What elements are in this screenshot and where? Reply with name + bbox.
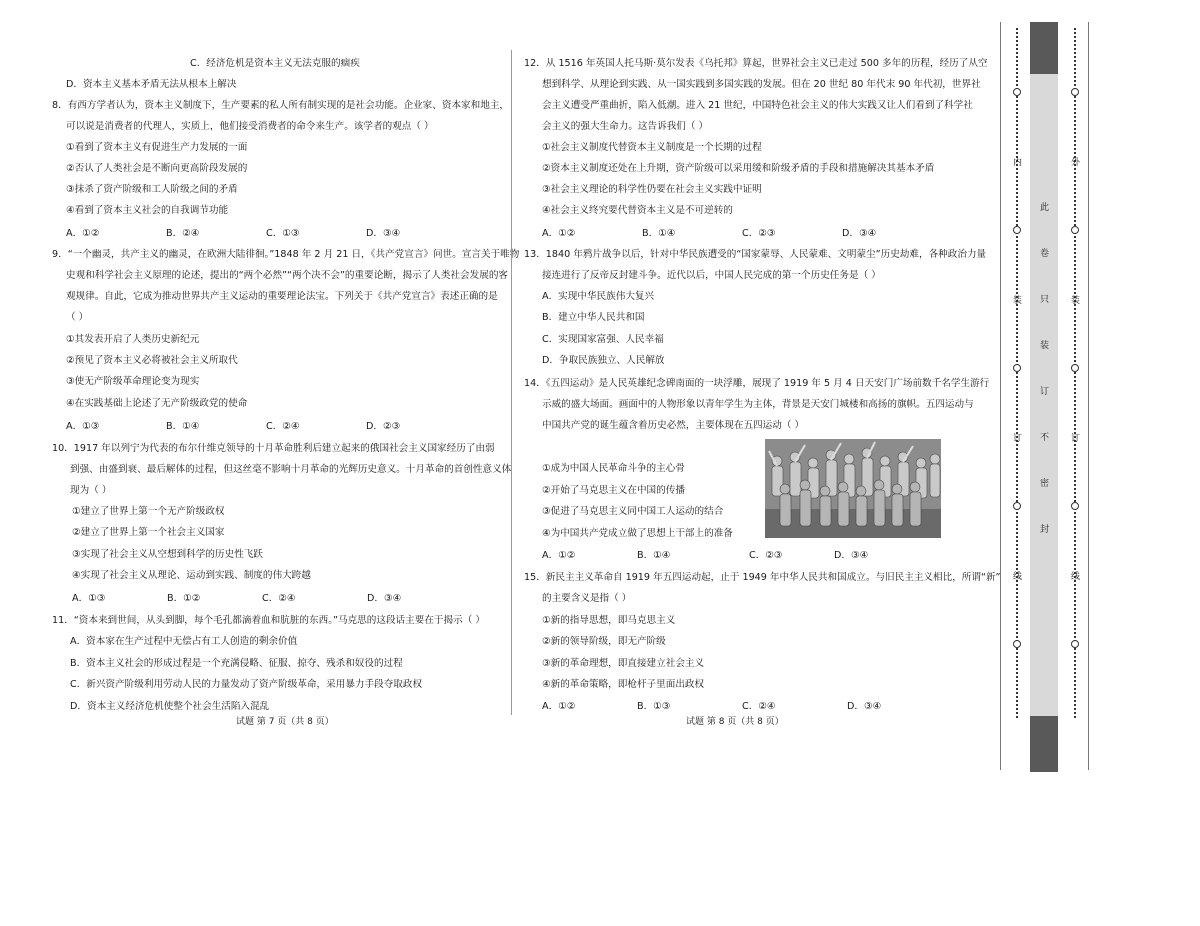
relief-figures-drawing [765,439,941,538]
q14-options [542,549,868,563]
q12-option-b: B．①④ [642,228,676,239]
q13-option-c: C．实现国家富强、人民幸福 [542,334,664,345]
q10-option-d: D．③④ [367,593,402,604]
q9-item-3: ③使无产阶级革命理论变为现实 [66,376,200,387]
q13-option-a: A．实现中华民族伟大复兴 [542,291,655,302]
right-page-footer: 试题 第 8 页（共 8 页） [686,717,784,727]
q10-item-1: ①建立了世界上第一个无产阶级政权 [72,506,225,517]
band-top-dark-block [1030,22,1058,74]
outer-label-wai: 外 [1071,158,1081,168]
q11-option-a: A．资本家在生产过程中无偿占有工人创造的剩余价值 [70,636,298,647]
binding-circle [1013,364,1021,372]
q7-option-d: D．资本主义基本矛盾无法从根本上解决 [66,79,237,90]
q9-item-1: ①其发表开启了人类历史新纪元 [66,334,200,345]
q10-stem-line-2: 到强、由盛到衰、最后解体的过程，但这丝毫不影响十月革命的光辉历史意义。十月革命的首创性意义体 [70,464,512,475]
q8-item-1: ①看到了资本主义有促进生产力发展的一面 [66,142,248,153]
q15-item-2: ②新的领导阶级，即无产阶级 [542,636,666,647]
q14-stem-line-3: 中国共产党的诞生蕴含着历史必然，主要体现在五四运动（ ） [542,420,805,431]
binding-circle [1071,640,1079,648]
q8-option-d: D．③④ [366,228,401,239]
q10-options [72,592,401,606]
q11-stem: 11．“资本来到世间，从头到脚，每个毛孔都滴着血和肮脏的东西。”马克思的这段话主要在于揭示（ ） [52,615,485,626]
q12-item-4: ④社会主义终究要代替资本主义是不可逆转的 [542,205,733,216]
q8-options [66,227,400,241]
left-page-footer: 试题 第 7 页（共 8 页） [236,717,334,727]
band-char-3: 只 [1040,295,1050,305]
q9-option-c: C．②④ [266,421,300,432]
band-char-4: 装 [1040,341,1050,351]
q12-stem-line-1: 12．从 1516 年英国人托马斯·莫尔发表《乌托邦》算起，世界社会主义已走过 500 多年的历程，经历了从空 [524,58,988,69]
band-char-5: 订 [1040,387,1050,397]
q12-option-c: C．②③ [742,228,776,239]
q13-option-b: B．建立中华人民共和国 [542,312,645,323]
band-char-8: 封 [1040,525,1050,535]
q15-stem-line-2: 的主要含义是指（ ） [542,593,632,604]
q15-option-d: D．③④ [847,701,882,712]
binding-circle [1013,88,1021,96]
q15-stem-line-1: 15．新民主主义革命自 1919 年五四运动起，止于 1949 年中华人民共和国成立。与旧民主主义相比，所谓“新” [524,572,1001,583]
q8-option-b: B．②④ [166,228,200,239]
q12-stem-line-4: 会主义的强大生命力。这告诉我们（ ） [542,121,709,132]
inner-label-xian: 线 [1013,572,1023,582]
q10-item-3: ③实现了社会主义从空想到科学的历史性飞跃 [72,549,263,560]
band-char-1: 此 [1040,203,1050,213]
q15-item-1: ①新的指导思想，即马克思主义 [542,615,676,626]
q9-item-4: ④在实践基础上论述了无产阶级政党的使命 [66,398,248,409]
q14-option-c: C．②③ [749,550,783,561]
inner-label-ding: 订 [1013,434,1023,444]
q15-option-c: C．②④ [742,701,776,712]
q8-stem-line-2: 可以说是消费者的代理人，实质上，他们接受消费者的命令来生产。该学者的观点（ ） [66,121,434,132]
inner-dotted-cut-line [1016,28,1018,718]
q11-option-b: B．资本主义社会的形成过程是一个充满侵略、征服、掠夺、残杀和奴役的过程 [70,658,403,669]
q10-option-a: A．①③ [72,593,106,604]
outer-label-zhuang: 装 [1071,296,1081,306]
binding-circle [1071,226,1079,234]
q9-stem-line-3: 观规律。自此，它成为推动世界共产主义运动的重要理论法宝。下列关于《共产党宣言》表述正确的是 [66,291,498,302]
column-divider [511,50,512,715]
q10-stem-line-1: 10．1917 年以列宁为代表的布尔什维克领导的十月革命胜利后建立起来的俄国社会主义国家经历了由弱 [52,443,495,454]
q12-stem-line-3: 会主义遭受严重曲折，陷入低潮。进入 21 世纪，中国特色社会主义的伟大实践又让人们看到了科学社 [542,100,973,111]
binding-circle [1071,88,1079,96]
q11-option-d: D．资本主义经济危机使整个社会生活陷入混乱 [70,701,270,712]
q8-stem-line-1: 8．有西方学者认为，资本主义制度下，生产要素的私人所有制实现的是社会功能。企业家、资本家和地主， [52,100,510,111]
binding-gray-band [1030,22,1058,772]
q12-stem-line-2: 想到科学、从理论到实践、从一国实践到多国实践的发展。但在 20 世纪 80 年代末 90 年代初，世界社 [542,79,981,90]
band-char-6: 不 [1040,433,1050,443]
q14-option-a: A．①② [542,550,576,561]
q14-stem-line-1: 14．《五四运动》是人民英雄纪念碑南面的一块浮雕，展现了 1919 年 5 月 4 日天安门广场前数千名学生游行 [524,378,990,389]
q14-item-2: ②开始了马克思主义在中国的传播 [542,485,685,496]
binding-circle [1013,226,1021,234]
q8-option-a: A．①② [66,228,100,239]
q15-item-3: ③新的革命理想，即直接建立社会主义 [542,658,705,669]
q15-option-a: A．①② [542,701,576,712]
q9-stem-line-1: 9．“一个幽灵，共产主义的幽灵，在欧洲大陆徘徊。”1848 年 2 月 21 日，《共产党宣言》问世。宣言关于唯物 [52,249,520,260]
q14-item-1: ①成为中国人民革命斗争的主心骨 [542,463,685,474]
q9-options [66,420,400,434]
outer-label-xian: 线 [1071,572,1081,582]
q12-item-1: ①社会主义制度代替资本主义制度是一个长期的过程 [542,142,762,153]
q8-item-4: ④看到了资本主义社会的自我调节功能 [66,205,229,216]
inner-label-zhuang: 装 [1013,296,1023,306]
q8-item-3: ③抹杀了资产阶级和工人阶级之间的矛盾 [66,184,238,195]
binding-border-right [1088,22,1089,770]
binding-border-left [1000,22,1001,770]
q15-item-4: ④新的革命策略，即枪杆子里面出政权 [542,679,705,690]
q9-option-d: D．②③ [366,421,401,432]
q8-option-c: C．①③ [266,228,300,239]
q14-option-d: D．③④ [834,550,869,561]
q9-item-2: ②预见了资本主义必将被社会主义所取代 [66,355,238,366]
q13-option-d: D．争取民族独立、人民解放 [542,355,665,366]
q13-stem-line-2: 接连进行了反帝反封建斗争。近代以后，中国人民完成的第一个历史任务是（ ） [542,270,881,281]
q9-option-a: A．①③ [66,421,100,432]
q14-item-3: ③促进了马克思主义同中国工人运动的结合 [542,506,724,517]
outer-dotted-cut-line [1074,28,1076,718]
q12-item-2: ②资本主义制度还处在上升期，资产阶级可以采用缓和阶级矛盾的手段和措施解决其基本矛盾 [542,163,935,174]
q14-option-b: B．①④ [637,550,671,561]
q8-item-2: ②否认了人类社会是不断向更高阶段发展的 [66,163,248,174]
q15-options [542,700,881,714]
band-bottom-dark-block [1030,716,1058,772]
may-fourth-relief-image [765,439,941,538]
q7-option-c: C．经济危机是资本主义无法克服的痼疾 [190,58,360,69]
q12-option-a: A．①② [542,228,576,239]
q11-option-c: C．新兴资产阶级利用劳动人民的力量发动了资产阶级革命，采用暴力手段夺取政权 [70,679,423,690]
q10-item-2: ②建立了世界上第一个社会主义国家 [72,527,225,538]
q12-options [542,227,876,241]
q10-stem-line-3: 现为（ ） [70,485,112,496]
q12-item-3: ③社会主义理论的科学性仍要在社会主义实践中证明 [542,184,762,195]
q14-stem-line-2: 示威的盛大场面。画面中的人物形象以青年学生为主体，背景是天安门城楼和高扬的旗帜。五四运动与 [542,399,974,410]
binding-circle [1071,364,1079,372]
q15-option-b: B．①③ [637,701,671,712]
q13-stem-line-1: 13．1840 年鸦片战争以后，针对中华民族遭受的“国家蒙辱、人民蒙难、文明蒙尘”历史劫难，各种政治力量 [524,249,987,260]
binding-circle [1013,640,1021,648]
outer-label-ding: 订 [1071,434,1081,444]
q14-item-4: ④为中国共产党成立做了思想上干部上的准备 [542,528,733,539]
q10-option-b: B．①② [167,593,201,604]
q9-option-b: B．①④ [166,421,200,432]
q10-option-c: C．②④ [262,593,296,604]
binding-circle [1013,502,1021,510]
band-char-2: 卷 [1040,249,1050,259]
band-char-7: 密 [1040,479,1050,489]
binding-circle [1071,502,1079,510]
q9-stem-line-4: （ ） [66,312,89,323]
q9-stem-line-2: 史观和科学社会主义原理的论述，提出的“两个必然”“两个决不会”的重要论断，揭示了人类社会发展的客 [66,270,509,281]
inner-label-nei: 内 [1013,158,1023,168]
q12-option-d: D．③④ [842,228,877,239]
q10-item-4: ④实现了社会主义从理论、运动到实践、制度的伟大跨越 [72,570,311,581]
